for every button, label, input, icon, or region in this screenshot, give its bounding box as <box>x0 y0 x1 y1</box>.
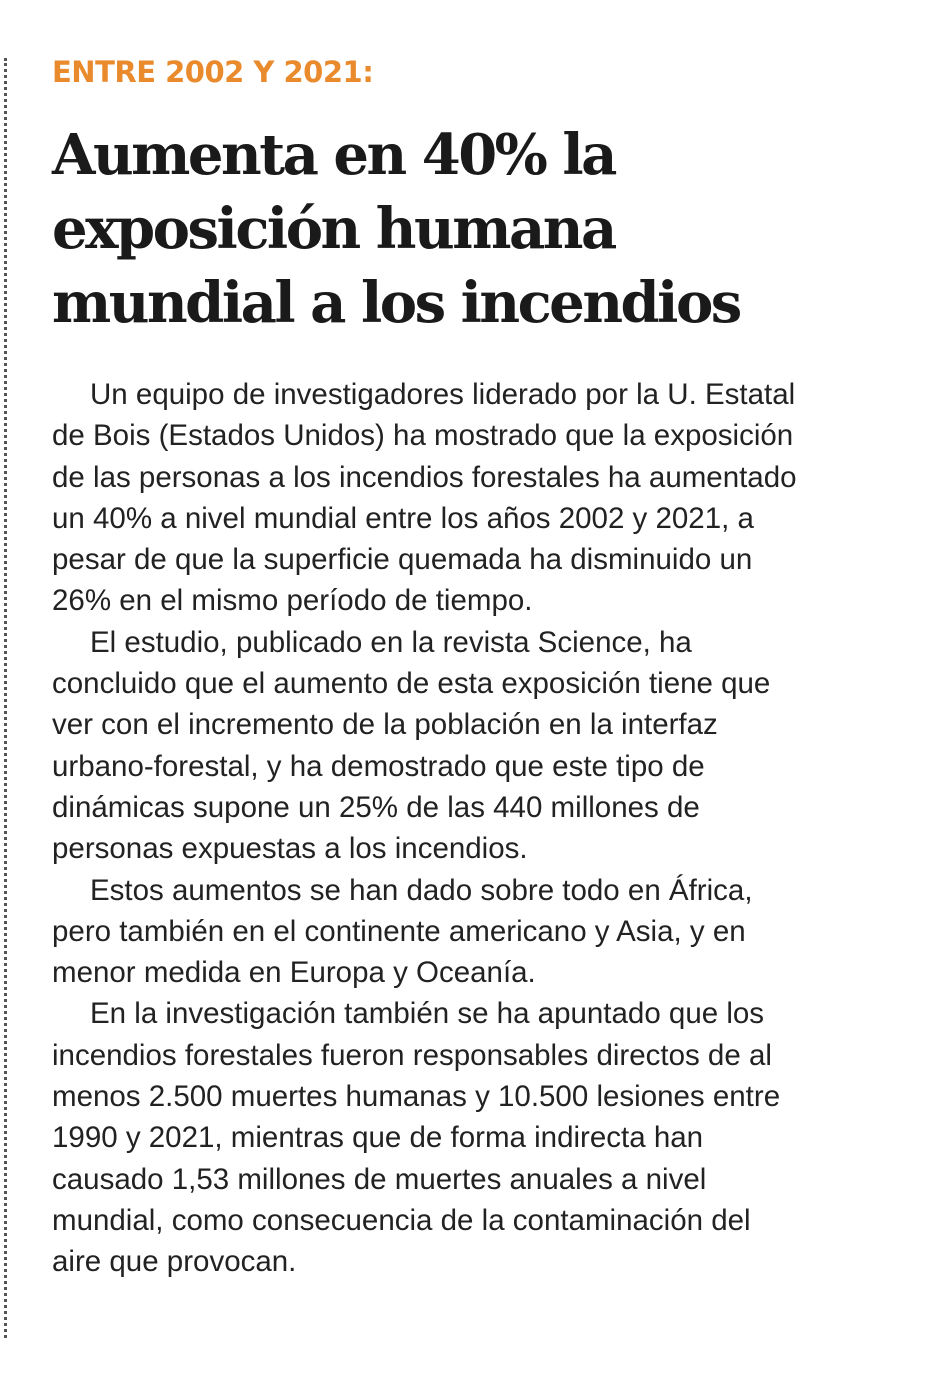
article-paragraph: El estudio, publicado en la revista Science, ha concluido que el aumento de esta exposición tiene que ver con el incremento de la población en la interfaz urbano-forestal, y ha demostrado que este tipo de dinámicas supone un 25% de las 440 millones de personas expuestas a los incendios. <box>52 625 771 866</box>
article-paragraph: Estos aumentos se han dado sobre todo en África, pero también en el continente americano y Asia, y en menor medida en Europa y Oceanía. <box>52 873 753 990</box>
column-divider <box>4 58 7 1338</box>
article-paragraph: Un equipo de investigadores liderado por la U. Estatal de Bois (Estados Unidos) ha mostrado que la exposición de las personas a los incendios forestales ha aumentado un 40% a nivel mundial entre los años 2002 y 2021, a pesar de que la superficie quemada ha disminuido un 26% en el mismo período de tiempo. <box>52 378 797 618</box>
article-body <box>52 374 804 1283</box>
article-paragraph: En la investigación también se ha apuntado que los incendios forestales fueron responsables directos de al menos 2.500 muertes humanas y 10.500 lesiones entre 1990 y 2021, mientras que de forma indirecta han causado 1,53 millones de muertes anuales a nivel mundial, como consecuencia de la contaminación del aire que provocan. <box>52 997 781 1279</box>
article-headline: Aumenta en 40% la exposición humana mundial a los incendios <box>52 122 740 336</box>
news-article <box>52 54 812 1283</box>
article-kicker: ENTRE 2002 Y 2021: <box>52 55 374 89</box>
